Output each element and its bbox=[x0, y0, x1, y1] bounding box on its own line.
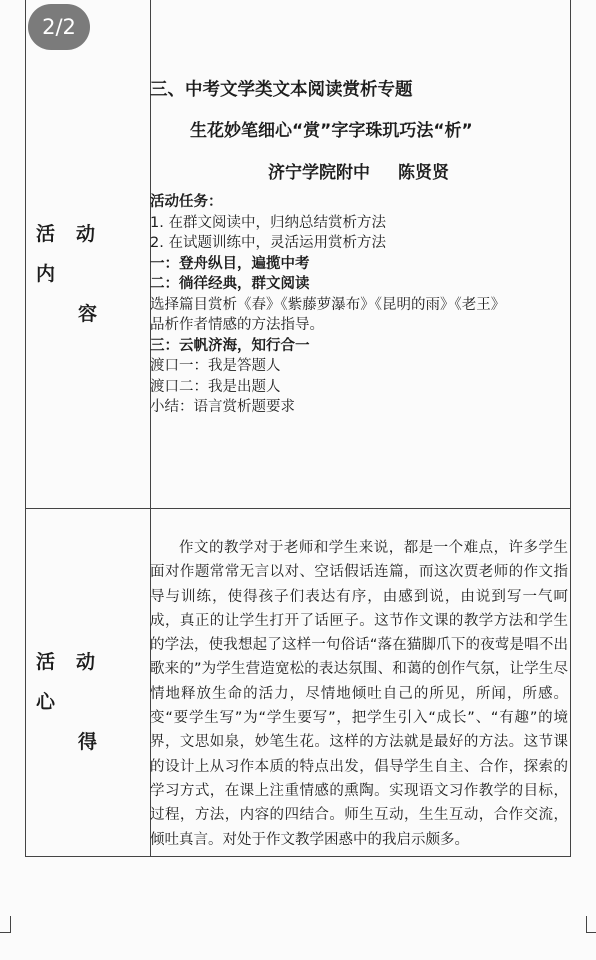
teacher-name: 陈贤贤 bbox=[398, 163, 449, 183]
summary-item: 小结：语言赏析题要求 bbox=[150, 399, 295, 415]
table-right-border bbox=[570, 0, 571, 857]
activity-reflection-cell bbox=[150, 0, 570, 856]
lesson-title: 生花妙笔细心“赏”字字珠玑巧法“析” bbox=[190, 121, 473, 141]
label-line: 容 bbox=[78, 303, 98, 325]
crossing-item: 渡口二：我是出题人 bbox=[150, 378, 281, 395]
step-heading: 二：徜徉经典，群文阅读 bbox=[150, 276, 310, 292]
task-item: 1. 在群文阅读中，归纳总结赏析方法 bbox=[150, 214, 386, 231]
table-bottom-border bbox=[25, 856, 571, 857]
page-corner-mark-right bbox=[586, 916, 596, 933]
task-heading: 活动任务： bbox=[150, 194, 223, 210]
activity-reflection-label bbox=[26, 642, 150, 762]
label-line: 活动心 bbox=[36, 651, 117, 713]
step-heading: 三：云帆济海，知行合一 bbox=[150, 337, 310, 354]
step-detail: 品析作者情感的方法指导。 bbox=[150, 317, 324, 333]
step-heading: 一：登舟纵目，遍揽中考 bbox=[150, 255, 310, 272]
step-detail: 选择篇目赏析《春》《紫藤萝瀑布》《昆明的雨》《老王》 bbox=[150, 296, 506, 313]
page-indicator-badge: 2/2 bbox=[28, 4, 90, 50]
school-name: 济宁学院附中 bbox=[268, 163, 370, 183]
page-corner-mark-left bbox=[0, 916, 11, 933]
crossing-item: 渡口一：我是答题人 bbox=[150, 358, 281, 374]
task-item: 2. 在试题训练中，灵活运用赏析方法 bbox=[150, 235, 386, 251]
reflection-paragraph: 作文的教学对于老师和学生来说，都是一个难点，许多学生面对作题常常无言以对、空话假话连篇，而这次贾老师的作文指导与训练，使得孩子们表达有序，由感到说，由说到写一气呵成，真正的让学生打开了话匣子。这节作文课的教学方法和学生的学法，使我想起了这样一句俗话“落在猫脚爪下的夜莺是唱不出歌来的”为学生营造宽松的表达氛围、和蔼的创作气氛，让学生尽情地释放生命的活力，尽情地倾吐自己的所见，所闻，所感。变“要学生写”为“学生要写”，把学生引入“成长”、“有趣”的境界，文思如泉，妙笔生花。这样的方法就是最好的方法。这节课的设计上从习作本质的特点出发，倡导学生自主、合作，探索的学习方式，在课上注重情感的熏陶。实现语文习作教学的目标，过程，方法，内容的四结合。师生互动，生生互动，合作交流，倾吐真言。对处于作文教学困惑中的我启示颇多。 bbox=[150, 540, 568, 848]
section-title: 三、中考文学类文本阅读赏析专题 bbox=[150, 80, 413, 100]
activity-content-label bbox=[26, 214, 150, 334]
label-line: 活动内 bbox=[36, 223, 117, 285]
label-line: 得 bbox=[78, 731, 98, 753]
